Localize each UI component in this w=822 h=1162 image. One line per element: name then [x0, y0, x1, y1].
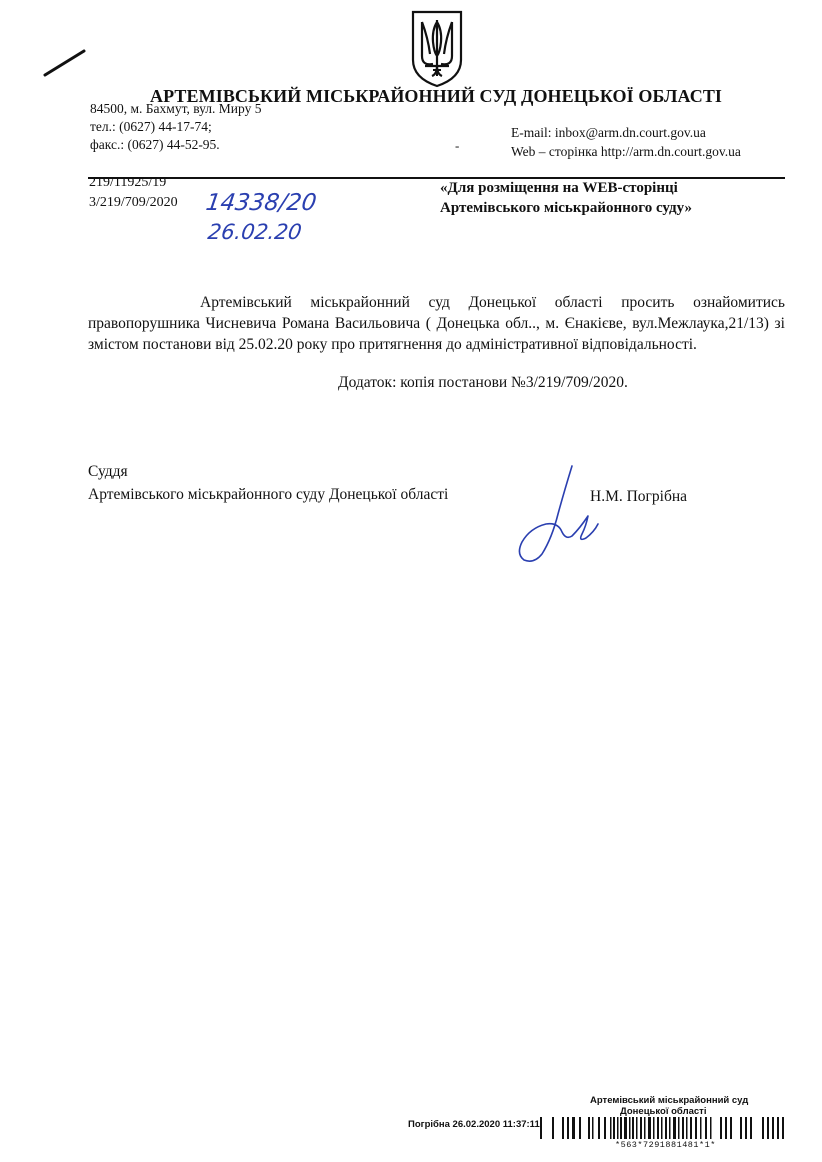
- court-fax: факс.: (0627) 44-52-95.: [90, 137, 220, 152]
- handwritten-signature: [512, 462, 602, 564]
- separator-dash: -: [455, 138, 460, 153]
- judge-court: Артемівського міськрайонного суду Донецької області: [88, 486, 449, 503]
- court-website: Web – сторінка http://arm.dn.court.gov.ua: [511, 144, 741, 159]
- barcode-region-label: Донецької області: [620, 1106, 707, 1117]
- judge-title: Суддя: [88, 463, 128, 480]
- barcode-signer-timestamp: Погрібна 26.02.2020 11:37:11: [408, 1119, 540, 1130]
- header-divider: [88, 177, 785, 179]
- letter-paragraph: Артемівський міськрайонний суд Донецької області просить ознайомитись правопорушника Чисневича Романа Васильовича ( Донецька обл.., м. Єнакієве, вул.Межлаука,21/13) зі змістом постанови від 25.02.20 року про притягнення до адміністративної відповідальності.: [88, 294, 785, 353]
- barcode-court-label: Артемівський міськрайонний суд: [590, 1095, 749, 1106]
- barcode: [540, 1117, 785, 1139]
- court-phone: тел.: (0627) 44-17-74;: [90, 119, 212, 134]
- attachment-line: Додаток: копія постанови №3/219/709/2020.: [338, 374, 628, 391]
- placement-note-line2: Артемівського міськрайонного суду»: [440, 200, 692, 216]
- case-number: 219/11925/19: [89, 175, 167, 190]
- coat-of-arms-icon: [408, 8, 466, 88]
- proceeding-number: 3/219/709/2020: [89, 195, 178, 210]
- handwritten-registration-date: 26.02.20: [206, 220, 304, 244]
- placement-note-line1: «Для розміщення на WEB-сторінці: [440, 180, 678, 196]
- handwritten-registration-number: 14338/20: [204, 190, 319, 216]
- barcode-code: *563*7291881481*1*: [615, 1140, 716, 1150]
- pen-stroke-mark: [42, 48, 90, 78]
- letter-body: [88, 292, 785, 355]
- court-name-heading: АРТЕМІВСЬКИЙ МІСЬКРАЙОННИЙ СУД ДОНЕЦЬКОЇ ОБЛАСТІ: [150, 86, 723, 106]
- judge-name: Н.М. Погрібна: [590, 488, 688, 505]
- court-email: E-mail: inbox@arm.dn.court.gov.ua: [511, 125, 706, 140]
- court-address: 84500, м. Бахмут, вул. Миру 5: [90, 101, 262, 116]
